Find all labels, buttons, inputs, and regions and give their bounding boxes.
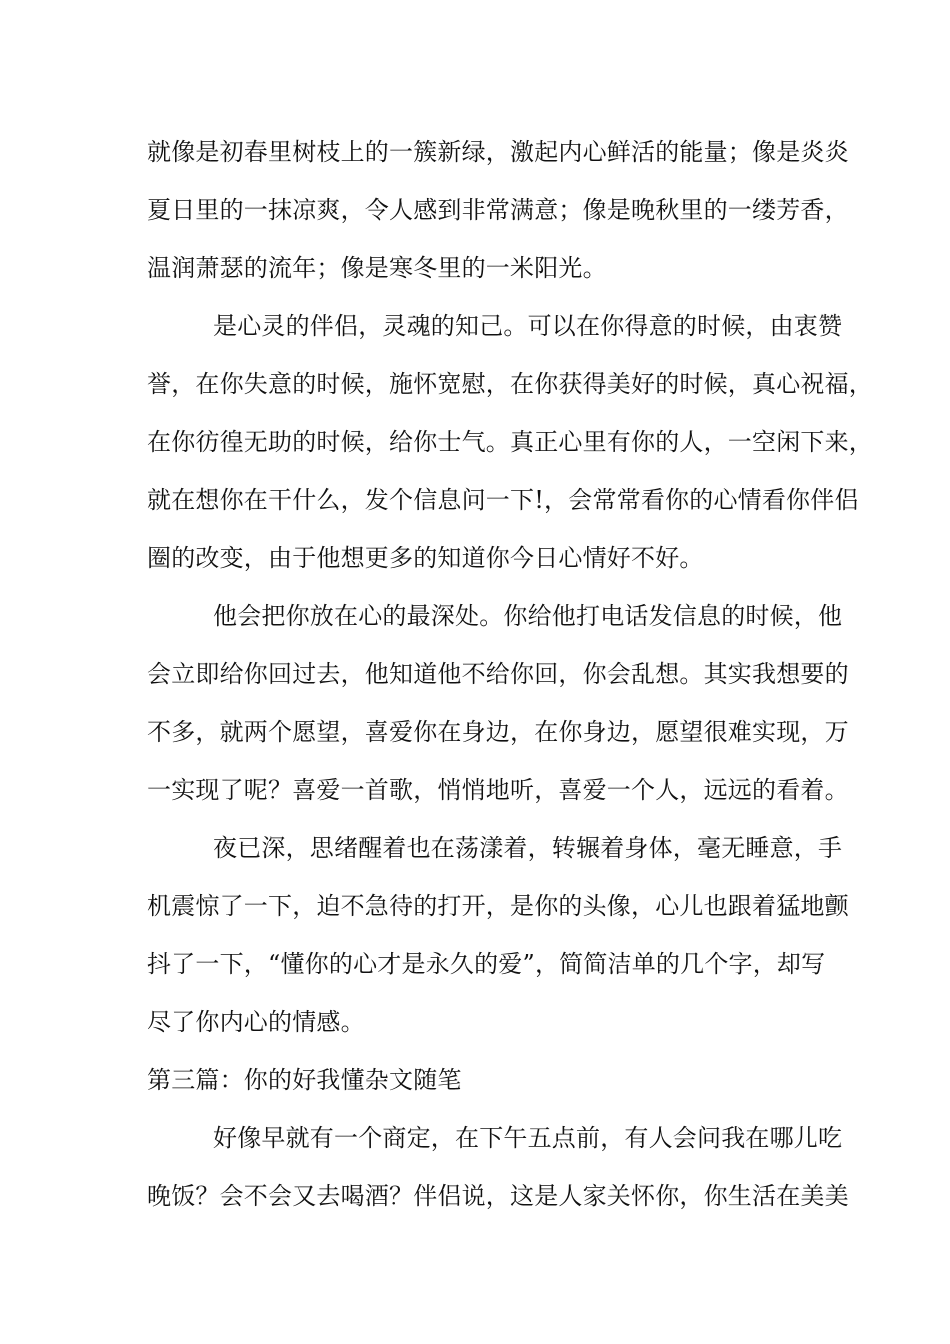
paragraph-line: 抖了一下，“懂你的心才是永久的爱”，简简洁单的几个字，却写: [147, 950, 826, 978]
paragraph-line: 温润萧瑟的流年；像是寒冬里的一米阳光。: [147, 254, 607, 282]
paragraph-line: 会立即给你回过去，他知道他不给你回，你会乱想。其实我想要的: [147, 660, 849, 688]
paragraph-line: 誉，在你失意的时候，施怀宽慰，在你获得美好的时候，真心祝福，: [147, 370, 873, 398]
paragraph-line: 好像早就有一个商定，在下午五点前，有人会问我在哪儿吃: [213, 1124, 843, 1152]
paragraph-line: 就像是初春里树枝上的一簇新绿，激起内心鲜活的能量；像是炎炎: [147, 138, 849, 166]
paragraph-line: 在你彷徨无助的时候，给你士气。真正心里有你的人，一空闲下来，: [147, 428, 873, 456]
paragraph-line: 晚饭？会不会又去喝酒？伴侣说，这是人家关怀你，你生活在美美: [147, 1182, 849, 1210]
paragraph-line: 尽了你内心的情感。: [147, 1008, 365, 1036]
paragraph-line: 就在想你在干什么，发个信息问一下!，会常常看你的心情看你伴侣: [147, 486, 859, 514]
paragraph-line: 夜已深，思绪醒着也在荡漾着，转辗着身体，毫无睡意，手: [213, 834, 843, 862]
paragraph-line: 一实现了呢？喜爱一首歌，悄悄地听，喜爱一个人，远远的看着。: [147, 776, 849, 804]
paragraph-line: 圈的改变，由于他想更多的知道你今日心情好不好。: [147, 544, 704, 572]
paragraph-line: 他会把你放在心的最深处。你给他打电话发信息的时候，他: [213, 602, 843, 630]
paragraph-line: 不多，就两个愿望，喜爱你在身边，在你身边，愿望很难实现，万: [147, 718, 849, 746]
paragraph-line: 夏日里的一抹凉爽，令人感到非常满意；像是晚秋里的一缕芳香，: [147, 196, 849, 224]
paragraph-line: 是心灵的伴侣，灵魂的知己。可以在你得意的时候，由衷赞: [213, 312, 843, 340]
paragraph-line: 机震惊了一下，迫不急待的打开，是你的头像，心儿也跟着猛地颤: [147, 892, 849, 920]
section-heading: 第三篇：你的好我懂杂文随笔: [147, 1066, 462, 1094]
